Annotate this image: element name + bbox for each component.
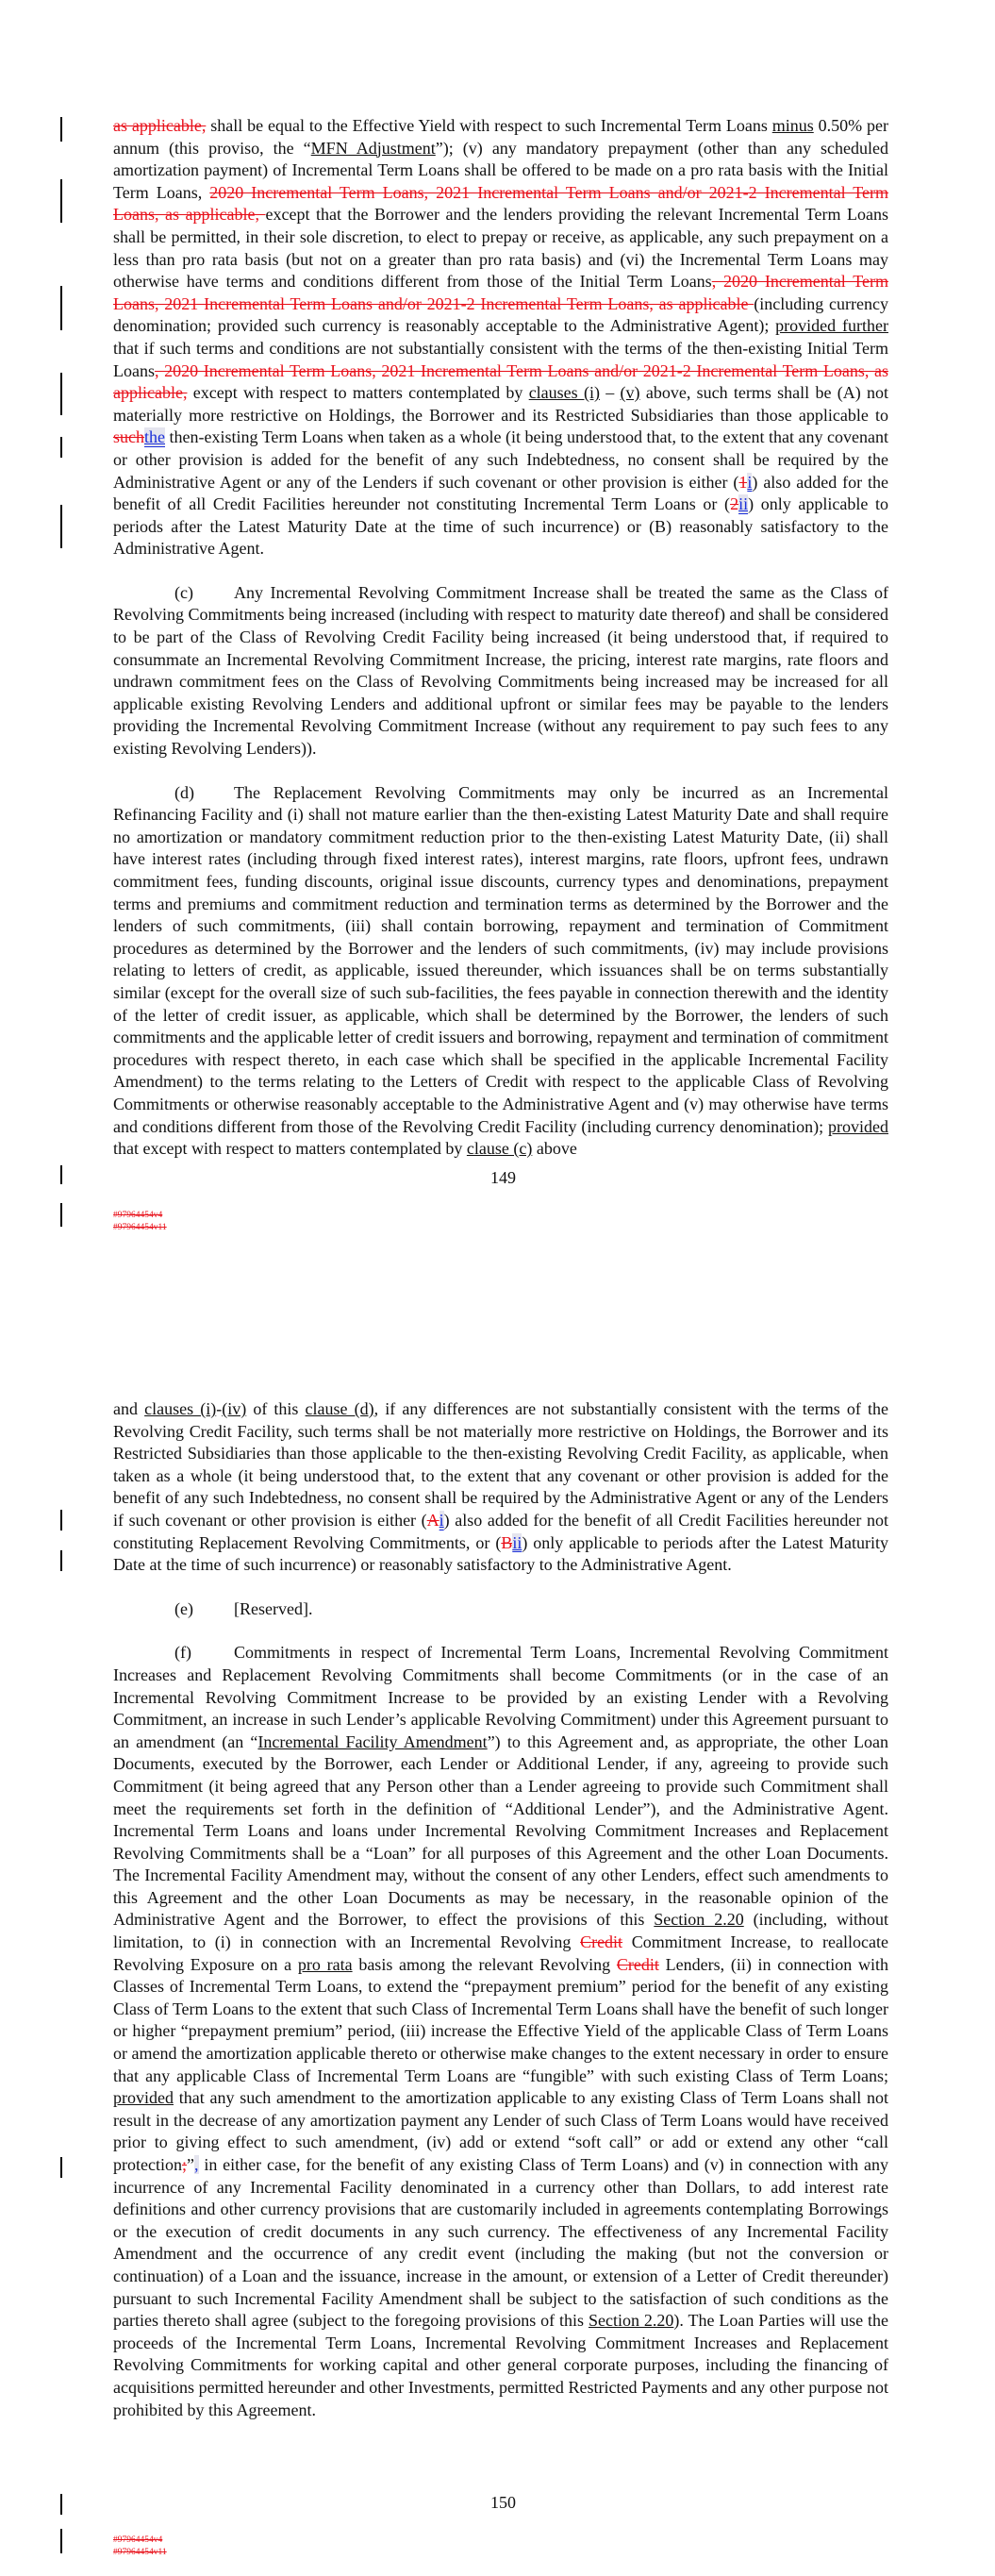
change-bar xyxy=(60,179,62,223)
clause-label: (e) xyxy=(174,1598,193,1618)
change-bar xyxy=(60,373,62,415)
page-number: 149 xyxy=(490,1168,516,1187)
change-bar xyxy=(60,1510,62,1531)
text-run: shall be equal to the Effective Yield with respect to such Incremental Term Loans xyxy=(206,116,772,135)
text-run: ”) to this Agreement and, as appropriate, the other Loan Documents, executed by the Borrower, each Lender or Additional Lender, if any, agreeing to provide such Commitment (it being agreed that any Person other than a Lender agreeing to provide such Commitment shall meet the requirements set forth in the definition of “Additional Lender”), and the Administrative Agent. Incremental Term Loans and loans under Incremental Revolving Commitment Increases and Replacement Revolving Commitments shall be a “Loan” for all purposes of this Agreement and the other Loan Documents. The Incremental Facility Amendment may, without the consent of any other Lenders, effect such amendments to this Agreement and the other Loan Documents as may be necessary, in the reasonable opinion of the Administrative Agent and the Borrower, to effect the provisions of this xyxy=(113,1731,888,1930)
defined-term: minus xyxy=(771,116,814,135)
defined-term: (v) xyxy=(620,383,640,403)
change-bar xyxy=(60,2529,62,2553)
text-run: Commitments in respect of Incremental Term Loans, Incremental Revolving Commitment Increases and Replacement Revolving Commitments shall become Commitments (or in the case of an Incremental Revolving Commitment Increase to be provided by an existing Lender with a Revolving Commitment, an increase in such Lender’s applicable Revolving Commitment) under this Agreement pursuant to an amendment (an “ xyxy=(113,1643,888,1751)
text-run: ) also added for the benefit of all Credit Facilities hereunder not constituting Incremental Term Loans or ( xyxy=(113,472,888,514)
text-run: ”); (v) any mandatory prepayment (other than any scheduled amortization payment) of Incremental Term Loans shall be offered to be made on a pro rata basis with the Initial Term Loans, xyxy=(113,138,888,202)
defined-term: Incremental Facility Amendment xyxy=(257,1731,488,1751)
inserted-text: i xyxy=(747,472,753,492)
defined-term: provided xyxy=(828,1116,888,1136)
text-run: that except with respect to matters contemplated by xyxy=(113,1139,467,1159)
text-run: above xyxy=(532,1139,577,1159)
change-bar xyxy=(60,1203,62,1227)
text-run: ) also added for the benefit of all Credit Facilities hereunder not constituting Replacement Revolving Commitments, or ( xyxy=(113,1510,888,1552)
inserted-text: ii xyxy=(512,1532,522,1552)
text-run: ” xyxy=(187,2155,194,2174)
change-bar xyxy=(60,1165,62,1184)
text-run: except with respect to matters contemplated by xyxy=(187,383,529,403)
change-bar xyxy=(60,505,62,548)
text-run: The Replacement Revolving Commitments may only be incurred as an Incremental Refinancing Facility and (i) shall not mature earlier than the then-existing Latest Maturity Date and shall require no amortization or mandatory commitment reduction prior to the then-existing Latest Maturity Date, (ii) shall have interest rates (including through fixed interest rates), interest margins, rate floors, upfront fees, undrawn commitment fees, funding discounts, original issue discounts, currency types and denominations, prepayment terms and premiums and commitment reduction and termination terms as determined by the Borrower and the lenders of such commitments, (iii) shall contain borrowing, repayment and termination of Commitment procedures as determined by the Borrower and the lenders of such commitments, (iv) may include provisions relating to letters of credit, as applicable, issued thereunder, which issuances shall be on terms substantially similar (except for the overall size of such sub-facilities, the fees payable in connection therewith and the identity of the letter of credit issuer, as applicable, which shall be determined by the Borrower, the lenders of such commitments and the applicable letter of credit issuers and borrowing, repayment and termination of commitment procedures with respect thereto, in each case which shall be specified in the applicable Incremental Facility Amendment) to the terms relating to the Letters of Credit with respect to the applicable Class of Revolving Commitments or otherwise reasonably acceptable to the Administrative Agent and (v) may otherwise have terms and conditions different from those of the Revolving Credit Facility (including currency denomination); xyxy=(113,782,888,1136)
change-bar xyxy=(60,286,62,330)
deleted-text: 2 xyxy=(730,494,739,514)
inserted-text: , xyxy=(194,2155,199,2174)
text-run: above, such terms shall be (A) not materially more restrictive on Holdings, the Borrower and its Restricted Subsidiaries than those applicable to xyxy=(113,383,889,425)
text-run: 0.50% per annum (this proviso, the “ xyxy=(113,116,888,158)
text-run: that any such amendment to the amortization applicable to any existing Class of Term Loans shall not result in the decrease of any amortization payment any Lender of such Class of Term Loans would have received prior to giving effect to such amendment, (iv) add or extend “soft call” or add or extend any other “call protection xyxy=(113,2088,888,2174)
deleted-text: as applicable, xyxy=(113,116,207,135)
change-bar xyxy=(60,117,62,142)
deleted-text: A xyxy=(426,1510,439,1530)
page-number: 150 xyxy=(490,2493,516,2512)
text-run: in either case, for the benefit of any existing Class of Term Loans) and (v) in connection with any incurrence of any Incremental Facility denominated in a currency other than Dollars, to add interest rate definitions and other currency provisions that are customarily included in agreements contemplating Borrowings or the execution of credit documents in any such currency. The effectiveness of any Incremental Facility Amendment and the occurrence of any credit event (including the making (but not the conversion or continuation) of a Loan and the issuance, increase in the amount, or extension of a Letter of Credit thereunder) pursuant to such Incremental Facility Amendment shall be subject to the satisfaction of such conditions as the parties thereto shall agree (subject to the foregoing provisions of this xyxy=(113,2155,888,2331)
defined-term: provided further xyxy=(775,316,888,336)
defined-term: Section 2.20 xyxy=(588,2311,674,2331)
doc-id-stamp: #97964454v4 xyxy=(113,2535,163,2545)
defined-term: clauses (i) xyxy=(528,383,600,403)
text-run: and xyxy=(113,1399,145,1418)
section-paragraph xyxy=(113,782,888,1161)
paragraph xyxy=(113,115,888,560)
text-run: (including, without limitation, to (i) in connection with an Incremental Revolving xyxy=(113,1910,888,1952)
clause-label: (d) xyxy=(174,782,194,802)
text-run: - xyxy=(216,1399,223,1418)
deleted-text: Credit xyxy=(580,1932,623,1952)
text-run: ). The Loan Parties will use the proceeds of the Incremental Term Loans, Incremental Revolving Commitment Increases and Replacement Revolving Commitments for working capital and other general corporate purposes, including the financing of acquisitions permitted hereunder and other Investments, permitted Restricted Payments and any other purpose not prohibited by this Agreement. xyxy=(113,2311,888,2419)
section-paragraph xyxy=(113,1598,888,1621)
section-paragraph xyxy=(113,1642,888,2421)
deleted-text: Credit xyxy=(616,1954,659,1974)
doc-id-stamp: #97964454v11 xyxy=(113,2548,167,2557)
defined-term: Section 2.20 xyxy=(654,1910,744,1930)
doc-id-stamp: #97964454v4 xyxy=(113,1211,163,1220)
deleted-text: 1 xyxy=(738,472,748,492)
section-paragraph xyxy=(113,582,888,761)
defined-term: provided xyxy=(113,2088,174,2108)
defined-term: clause (d) xyxy=(305,1399,374,1418)
clause-label: (f) xyxy=(174,1643,191,1663)
deleted-text: such xyxy=(113,427,144,447)
inserted-text: the xyxy=(144,427,165,447)
deleted-text: 2020 Incremental Term Loans, 2021 Incremental Term Loans and/or 2021-2 Incremental Term Loans, as applicable, xyxy=(113,182,888,225)
text-run: – xyxy=(599,383,621,403)
text-run: , if any differences are not substantially consistent with the terms of the Revolving Credit Facility, such terms shall be not materially more restrictive on Holdings, the Borrower and its Restricted Subsidiaries than those applicable to the then-existing Revolving Credit Facility, as applicable, when taken as a whole (it being understood that, to the extent that any covenant or other provision is added for the benefit of any such Indebtedness, no consent shall be required by the Administrative Agent or any of the Lenders if such covenant or other provision is either ( xyxy=(113,1399,888,1530)
inserted-text: ii xyxy=(738,494,749,514)
deleted-text: B xyxy=(501,1532,513,1552)
text-run: ) only applicable to periods after the Latest Maturity Date at the time of such incurrence) or (B) reasonably satisfactory to the Administrative Agent. xyxy=(113,494,888,559)
clause-label: (c) xyxy=(174,582,193,602)
inserted-text: i xyxy=(439,1510,444,1530)
document-page-149 xyxy=(113,115,888,1182)
text-run: (including currency denomination; provided such currency is reasonably acceptable to the Administrative Agent); xyxy=(113,293,888,336)
text-run: except that the Borrower and the lenders providing the relevant Incremental Term Loans shall be permitted, in their sole discretion, to elect to prepay or receive, as applicable, any such prepayment on a less than pro rata basis (but not on a greater than pro rata basis) and (vi) the Incremental Term Loans may otherwise have terms and conditions different from those of the Initial Term Loans xyxy=(113,205,889,292)
defined-term: pro rata xyxy=(297,1954,353,1974)
change-bar xyxy=(60,2157,62,2178)
defined-term: MFN Adjustment xyxy=(310,138,436,158)
text-run: of this xyxy=(246,1399,306,1418)
text-run: Any Incremental Revolving Commitment Increase shall be treated the same as the Class of Revolving Commitments being increased (including with respect to maturity date thereof) and shall be considered to be part of the Class of Revolving Credit Facility being increased (it being understood that, if required to consummate an Incremental Revolving Commitment Increase, the pricing, interest rate margins, rate floors and undrawn commitment fees on the Class of Revolving Commitments being increased may be increased for all applicable existing Revolving Lenders and additional upfront or similar fees may be payable to the lenders providing the Incremental Revolving Commitment Increase (without any requirement to pay such fees to any existing Revolving Lenders)). xyxy=(113,582,888,759)
text-run: then-existing Term Loans when taken as a whole (it being understood that, to the extent that any covenant or other provision is added for the benefit of any such Indebtedness, no consent shall be required by the Administrative Agent or any of the Lenders if such covenant or other provision is either ( xyxy=(113,427,888,492)
defined-term: (iv) xyxy=(222,1399,247,1418)
doc-id-stamp: #97964454v11 xyxy=(113,1223,167,1232)
change-bar xyxy=(60,437,62,458)
text-run: [Reserved]. xyxy=(234,1598,313,1618)
change-bar xyxy=(60,2494,62,2515)
deleted-text: , 2020 Incremental Term Loans, 2021 Incremental Term Loans and/or 2021-2 Incremental Term Loans, as applicable, xyxy=(113,360,888,403)
document-page-150 xyxy=(113,1398,888,2443)
text-run: Lenders, (ii) in connection with Classes of Incremental Term Loans, to extend the “prepayment premium” period for the benefit of any existing Class of Term Loans to the extent that such Class of Incremental Term Loans shall have the benefit of such longer or higher “prepayment premium” period, (iii) increase the Effective Yield of the applicable Class of Term Loans or amend the amortization applicable thereto or otherwise make changes to the extent necessary in order to ensure that any applicable Class of Incremental Term Loans are “fungible” with such existing Class of Term Loans; xyxy=(113,1954,888,2085)
deleted-text: ; xyxy=(181,2155,187,2174)
text-run: Commitment Increase, to reallocate Revolving Exposure on a xyxy=(113,1932,888,1974)
text-run: that if such terms and conditions are not substantially consistent with the terms of the then-existing Initial Term Loans xyxy=(113,338,888,380)
deleted-text: , 2020 Incremental Term Loans, 2021 Incremental Term Loans and/or 2021-2 Incremental Term Loans, as applicable xyxy=(113,272,888,313)
text-run: basis among the relevant Revolving xyxy=(352,1954,617,1974)
change-bar xyxy=(60,1550,62,1571)
defined-term: clause (c) xyxy=(466,1139,533,1159)
paragraph xyxy=(113,1398,888,1577)
defined-term: clauses (i) xyxy=(144,1399,217,1418)
text-run: ) only applicable to periods after the Latest Maturity Date at the time of such incurrence) or reasonably satisfactory to the Administrative Agent. xyxy=(113,1532,888,1575)
